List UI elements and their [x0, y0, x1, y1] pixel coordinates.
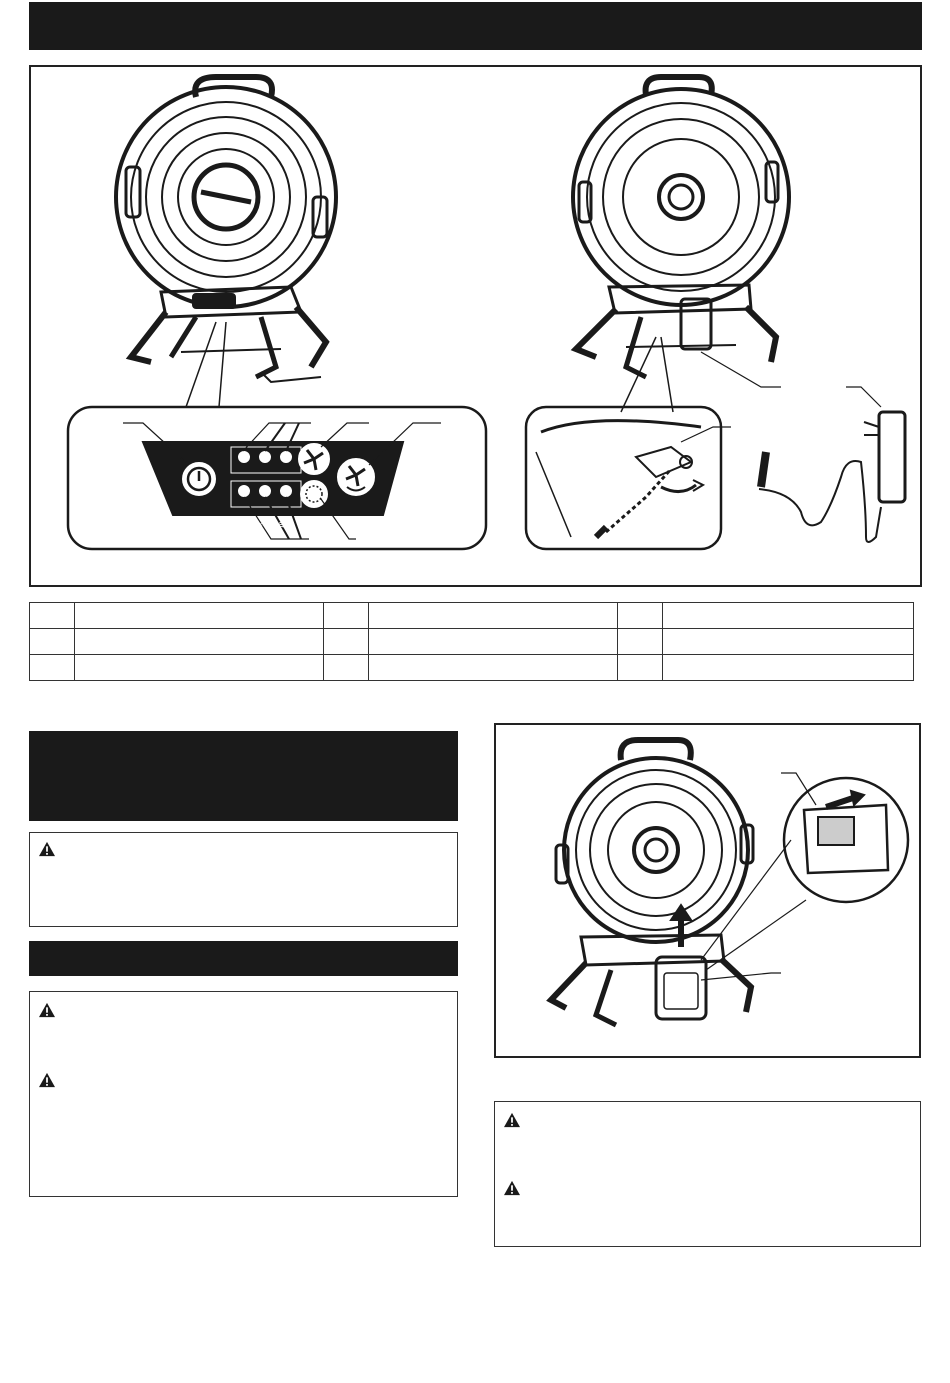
- timer-label-4: 4: [280, 558, 287, 570]
- timer-label-2: 2: [259, 558, 266, 570]
- table-cell: [30, 629, 75, 655]
- warning-triangle-icon: [38, 841, 56, 857]
- timer-label-1: 1: [238, 558, 245, 570]
- table-cell: [663, 603, 914, 629]
- table-cell: [30, 655, 75, 681]
- section-heading-upper: [29, 731, 458, 821]
- fan-front-illustration: [116, 77, 336, 382]
- table-cell: [324, 629, 369, 655]
- table-cell: [369, 655, 618, 681]
- table-cell: [324, 603, 369, 629]
- fan-grille-illustration: [573, 77, 789, 377]
- warning-triangle-icon: [38, 1072, 56, 1088]
- figure-top-frame: [29, 65, 922, 587]
- figure-battery-frame: [494, 723, 921, 1058]
- warning-triangle-icon: [503, 1180, 521, 1196]
- warning-box: [494, 1101, 921, 1247]
- table-cell: [369, 603, 618, 629]
- table-cell: [75, 655, 324, 681]
- table-cell: [75, 603, 324, 629]
- warning-box: [29, 832, 458, 927]
- table-cell: [663, 629, 914, 655]
- table-row: [30, 629, 914, 655]
- warning-triangle-icon: [503, 1112, 521, 1128]
- table-cell: [618, 603, 663, 629]
- table-cell: [30, 603, 75, 629]
- table-cell: [663, 655, 914, 681]
- warning-box: [29, 991, 458, 1197]
- header-bar: [29, 2, 922, 50]
- table-cell: [369, 629, 618, 655]
- table-cell: [618, 655, 663, 681]
- figure-battery-illustration: [496, 725, 919, 1056]
- table-cell: [618, 629, 663, 655]
- battery-figure-caption: [494, 1072, 921, 1090]
- section-heading-lower: [29, 941, 458, 976]
- warning-triangle-icon: [38, 1002, 56, 1018]
- parts-table: [29, 602, 914, 681]
- table-cell: [75, 629, 324, 655]
- table-row: [30, 655, 914, 681]
- figure-top-illustration: [31, 67, 920, 585]
- speed-icon-low: ≈: [236, 520, 242, 531]
- speed-icon-high: ≋: [278, 520, 287, 531]
- table-cell: [324, 655, 369, 681]
- speed-icon-mid: ≈: [257, 520, 263, 531]
- table-row: [30, 603, 914, 629]
